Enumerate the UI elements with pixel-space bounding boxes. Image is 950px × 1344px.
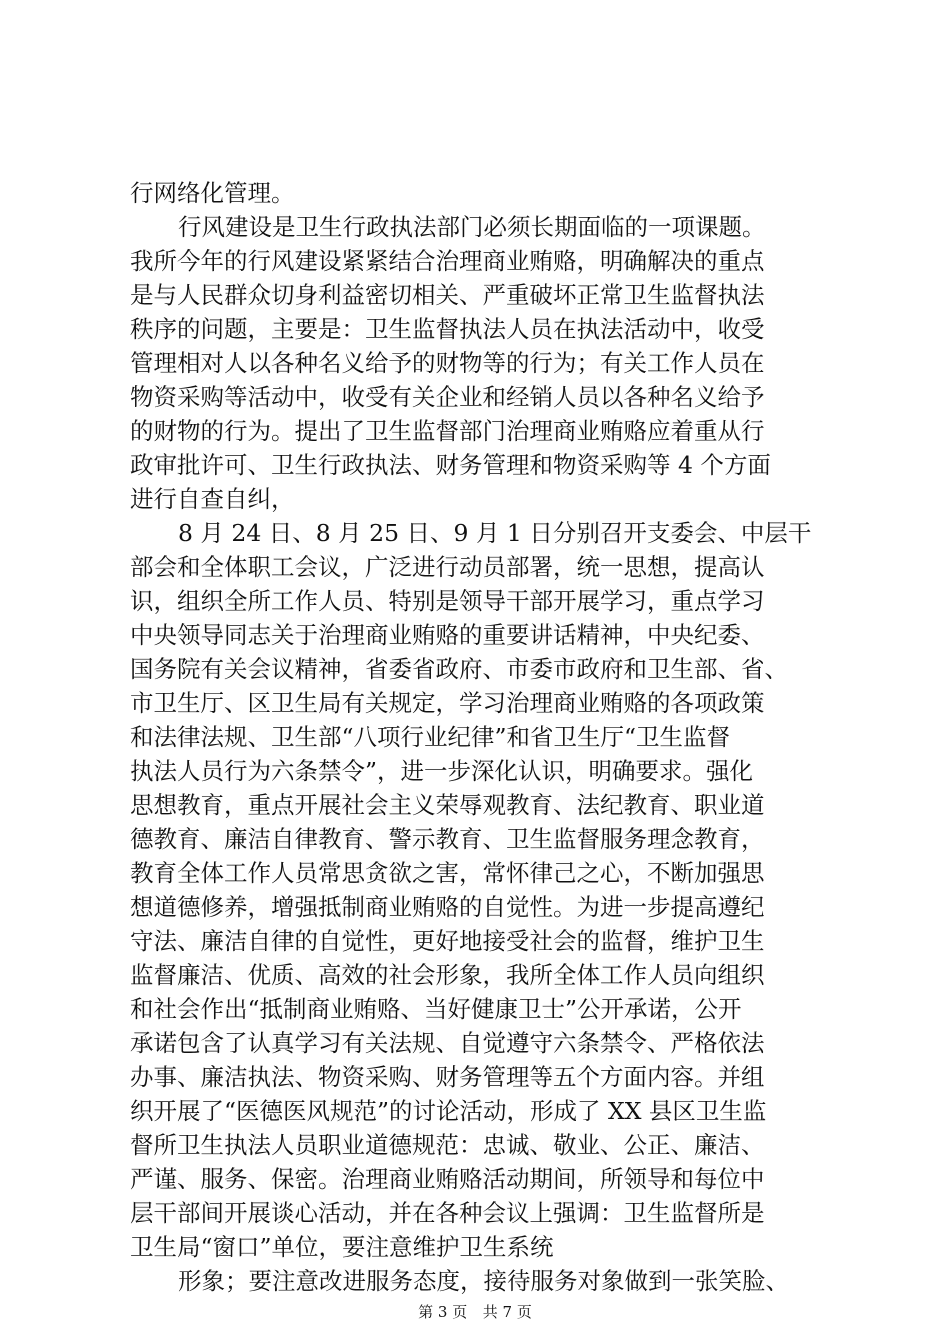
text-line: 思想教育，重点开展社会主义荣辱观教育、法纪教育、职业道 xyxy=(130,791,765,819)
text-line: 和社会作出“抵制商业贿赂、当好健康卫士”公开承诺，公开 xyxy=(130,995,742,1023)
text-line: 严谨、服务、保密。治理商业贿赂活动期间，所领导和每位中 xyxy=(130,1165,765,1193)
text-line: 办事、廉洁执法、物资采购、财务管理等五个方面内容。并组 xyxy=(130,1063,765,1091)
text-line: 物资采购等活动中，收受有关企业和经销人员以各种名义给予 xyxy=(130,383,765,411)
text-line: 监督廉洁、优质、高效的社会形象，我所全体工作人员向组织 xyxy=(130,961,765,989)
text-line: 督所卫生执法人员职业道德规范：忠诚、敬业、公正、廉洁、 xyxy=(130,1131,765,1159)
text-line: 层干部间开展谈心活动，并在各种会议上强调：卫生监督所是 xyxy=(130,1199,765,1227)
text-line: 想道德修养，增强抵制商业贿赂的自觉性。为进一步提高遵纪 xyxy=(130,893,765,921)
text-line: 是与人民群众切身利益密切相关、严重破坏正常卫生监督执法 xyxy=(130,281,765,309)
text-line: 行网络化管理。 xyxy=(130,179,295,207)
text-line: 形象；要注意改进服务态度，接待服务对象做到一张笑脸、 xyxy=(178,1267,789,1295)
text-line: 秩序的问题，主要是：卫生监督执法人员在执法活动中，收受 xyxy=(130,315,765,343)
text-line: 行风建设是卫生行政执法部门必须长期面临的一项课题。 xyxy=(178,213,766,241)
text-line: 德教育、廉洁自律教育、警示教育、卫生监督服务理念教育， xyxy=(130,825,765,853)
text-line: 守法、廉洁自律的自觉性，更好地接受社会的监督，维护卫生 xyxy=(130,927,765,955)
text-line: 织开展了“医德医风规范”的讨论活动，形成了 XX 县区卫生监 xyxy=(130,1097,767,1125)
text-line: 国务院有关会议精神，省委省政府、市委市政府和卫生部、省、 xyxy=(130,655,788,683)
text-line: 执法人员行为六条禁令”，进一步深化认识，明确要求。强化 xyxy=(130,757,754,785)
text-line: 识，组织全所工作人员、特别是领导干部开展学习，重点学习 xyxy=(130,587,765,615)
text-line: 卫生局“窗口”单位，要注意维护卫生系统 xyxy=(130,1233,554,1261)
text-line: 中央领导同志关于治理商业贿赂的重要讲话精神，中央纪委、 xyxy=(130,621,765,649)
page-total: 共 7 页 xyxy=(482,1303,532,1321)
text-line: 部会和全体职工会议，广泛进行动员部署，统一思想，提高认 xyxy=(130,553,765,581)
text-line: 市卫生厅、区卫生局有关规定，学习治理商业贿赂的各项政策 xyxy=(130,689,765,717)
page-footer xyxy=(0,1302,950,1322)
text-line: 和法律法规、卫生部“八项行业纪律”和省卫生厅“卫生监督 xyxy=(130,723,731,751)
page-number: 第 3 页 xyxy=(418,1303,468,1321)
text-line: 管理相对人以各种名义给予的财物等的行为；有关工作人员在 xyxy=(130,349,765,377)
text-line: 我所今年的行风建设紧紧结合治理商业贿赂，明确解决的重点 xyxy=(130,247,765,275)
text-line: 进行自查自纠， xyxy=(130,485,295,513)
text-line: 承诺包含了认真学习有关法规、自觉遵守六条禁令、严格依法 xyxy=(130,1029,765,1057)
text-line: 的财物的行为。提出了卫生监督部门治理商业贿赂应着重从行 xyxy=(130,417,765,445)
text-line: 教育全体工作人员常思贪欲之害，常怀律己之心，不断加强思 xyxy=(130,859,765,887)
text-line: 政审批许可、卫生行政执法、财务管理和物资采购等 4 个方面 xyxy=(130,451,771,479)
text-line: 8 月 24 日、8 月 25 日、9 月 1 日分别召开支委会、中层干 xyxy=(178,519,812,547)
